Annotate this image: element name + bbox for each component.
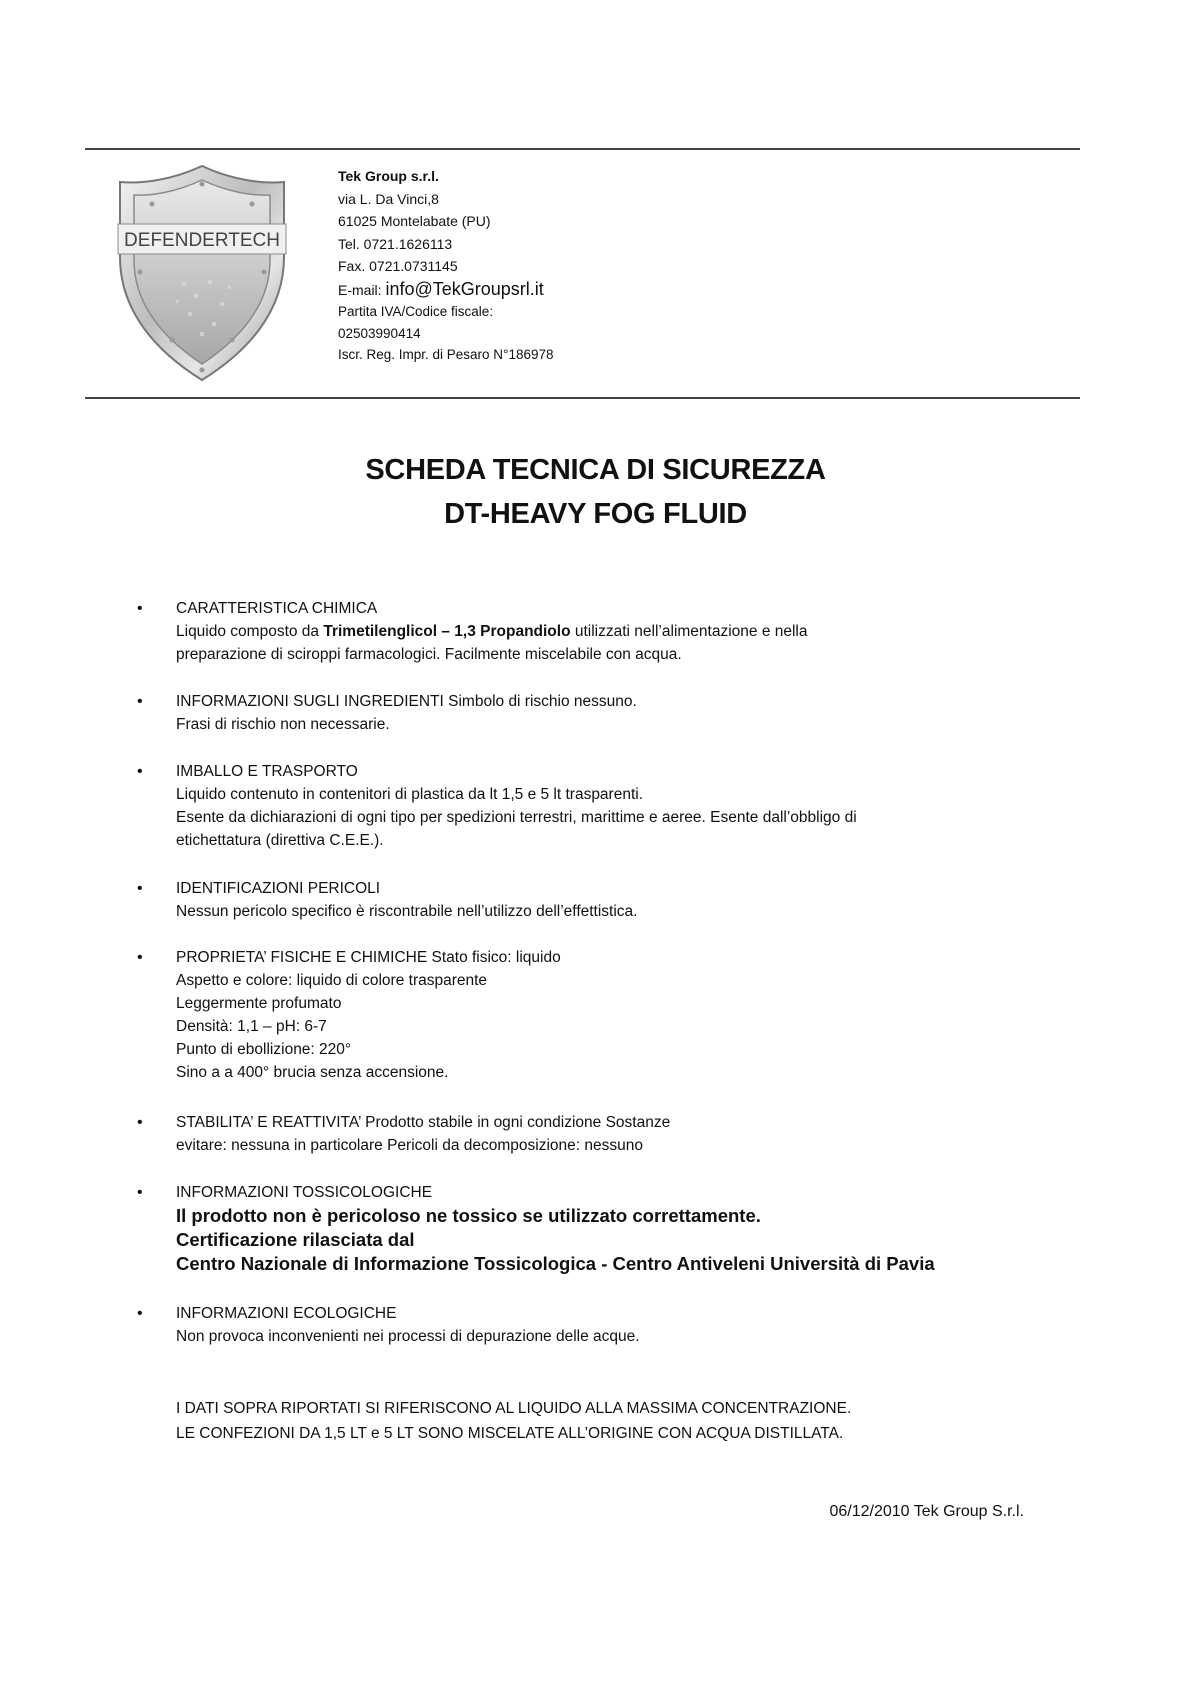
- email-link[interactable]: info@TekGroupsrl.it: [385, 278, 544, 299]
- section-heading-row: INFORMAZIONI SUGLI INGREDIENTI Simbolo di rischio nessuno.: [176, 693, 637, 710]
- bullet-icon: •: [137, 1305, 143, 1322]
- section-ingredients: [137, 690, 1076, 736]
- section-text: Esente da dichiarazioni di ogni tipo per spedizioni terrestri, marittime e aeree. Esente dall’obbligo di: [176, 809, 857, 826]
- footer-note-line-2: LE CONFEZIONI DA 1,5 LT e 5 LT SONO MISCELATE ALL’ORIGINE CON ACQUA DISTILLATA.: [176, 1425, 844, 1442]
- bullet-icon: •: [137, 693, 143, 710]
- section-hazards: [137, 877, 1076, 923]
- section-text-bold: Centro Nazionale di Informazione Tossicologica - Centro Antiveleni Università di Pavia: [176, 1253, 935, 1274]
- email-row: [338, 278, 554, 302]
- registry: Iscr. Reg. Impr. di Pesaro N°186978: [338, 347, 554, 362]
- vat-value: 02503990414: [338, 325, 421, 341]
- bullet-icon: •: [137, 1184, 143, 1201]
- bullet-icon: •: [137, 600, 143, 617]
- section-ecology: [137, 1302, 1076, 1348]
- email-label: E-mail:: [338, 281, 382, 298]
- bullet-icon: •: [137, 880, 143, 897]
- header-bottom-rule: [85, 397, 1080, 399]
- section-text: Nessun pericolo specifico è riscontrabile nell’utilizzo dell’effettistica.: [176, 903, 638, 920]
- logo-text: DEFENDERTECH: [124, 230, 280, 251]
- footer-note-line-1: I DATI SOPRA RIPORTATI SI RIFERISCONO AL LIQUIDO ALLA MASSIMA CONCENTRAZIONE.: [176, 1400, 852, 1417]
- section-heading: IMBALLO E TRASPORTO: [176, 763, 358, 780]
- section-heading: INFORMAZIONI SUGLI INGREDIENTI: [176, 693, 444, 710]
- footer-note: [176, 1396, 851, 1446]
- fax: Fax. 0721.0731145: [338, 258, 458, 274]
- section-heading: STABILITA’ E REATTIVITA’: [176, 1114, 361, 1131]
- section-packaging: [137, 760, 1076, 852]
- section-text: Densità: 1,1 – pH: 6-7: [176, 1018, 327, 1035]
- section-text: Punto di ebollizione: 220°: [176, 1041, 352, 1058]
- section-text-bold: Il prodotto non è pericoloso ne tossico se utilizzato correttamente.: [176, 1205, 761, 1226]
- bullet-icon: •: [137, 949, 143, 966]
- telephone: Tel. 0721.1626113: [338, 235, 453, 252]
- section-text: Aspetto e colore: liquido di colore trasparente: [176, 972, 488, 989]
- section-text: etichettatura (direttiva C.E.E.).: [176, 832, 384, 849]
- section-toxicology: [137, 1181, 1076, 1276]
- date-signature: 06/12/2010 Tek Group S.r.l.: [829, 1503, 1024, 1520]
- company-info: [338, 165, 554, 366]
- title-line-2: DT-HEAVY FOG FLUID: [444, 498, 747, 530]
- section-text: evitare: nessuna in particolare Pericoli da decomposizione: nessuno: [176, 1137, 643, 1154]
- company-name: Tek Group s.r.l.: [338, 168, 439, 184]
- section-text: Liquido composto da Trimetilenglicol – 1,3 Propandiolo utilizzati nell’alimentazione e nella: [176, 623, 808, 640]
- section-text: Sino a a 400° brucia senza accensione.: [176, 1064, 449, 1081]
- section-heading-row: STABILITA’ E REATTIVITA’ Prodotto stabile in ogni condizione Sostanze: [176, 1114, 671, 1131]
- section-heading: IDENTIFICAZIONI PERICOLI: [176, 880, 381, 897]
- section-chemical: [137, 597, 1076, 666]
- title-line-1: SCHEDA TECNICA DI SICUREZZA: [365, 454, 826, 486]
- bullet-icon: •: [137, 1114, 143, 1131]
- address-line-1: via L. Da Vinci,8: [338, 190, 439, 207]
- header-top-rule: [85, 148, 1080, 150]
- section-text: Liquido contenuto in contenitori di plastica da lt 1,5 e 5 lt trasparenti.: [176, 786, 644, 803]
- section-text: Leggermente profumato: [176, 995, 342, 1012]
- section-heading: INFORMAZIONI ECOLOGICHE: [176, 1305, 397, 1322]
- section-text: Non provoca inconvenienti nei processi di depurazione delle acque.: [176, 1328, 640, 1345]
- section-heading: INFORMAZIONI TOSSICOLOGICHE: [176, 1184, 433, 1201]
- address-line-2: 61025 Montelabate (PU): [338, 213, 491, 229]
- section-text: preparazione di sciroppi farmacologici. Facilmente miscelabile con acqua.: [176, 646, 682, 663]
- section-properties: [137, 946, 1076, 1084]
- section-text: Frasi di rischio non necessarie.: [176, 716, 390, 733]
- section-heading: CARATTERISTICA CHIMICA: [176, 600, 378, 617]
- bullet-icon: •: [137, 763, 143, 780]
- section-heading: PROPRIETA’ FISICHE E CHIMICHE: [176, 949, 428, 966]
- section-heading-row: PROPRIETA’ FISICHE E CHIMICHE Stato fisico: liquido: [176, 949, 561, 966]
- vat-label: Partita IVA/Codice fiscale:: [338, 304, 494, 319]
- section-text-bold: Certificazione rilasciata dal: [176, 1229, 415, 1250]
- defendertech-shield-logo: [112, 162, 292, 384]
- document-title: [0, 448, 1191, 536]
- section-stability: [137, 1111, 1076, 1157]
